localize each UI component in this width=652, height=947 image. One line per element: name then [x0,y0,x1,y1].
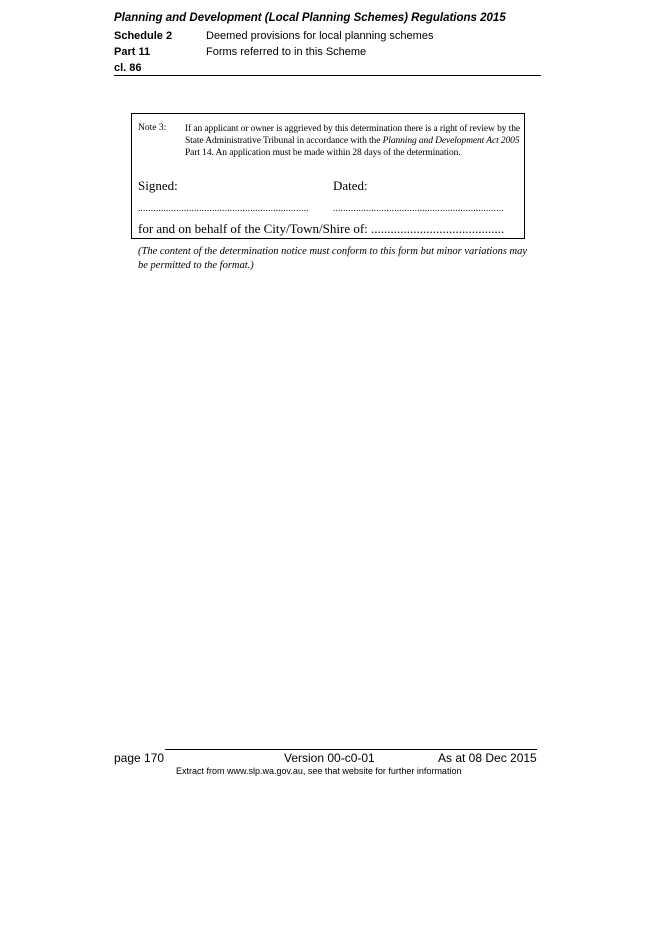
version-text: Version 00-c0-01 [284,751,375,765]
form-caption: (The content of the determination notice must conform to this form but minor variations may be permitted to the format.) [138,246,528,271]
note-text-part-2: Part 14. An application must be made within 28 days of the determination. [185,148,461,158]
note-label: Note 3: [138,123,167,133]
signature-line: ................................................................... [138,203,309,213]
page-number: page 170 [114,751,165,765]
extract-notice: Extract from www.slp.wa.gov.au, see that website for further information [176,766,462,776]
part-row [114,46,366,58]
clause-row [114,62,206,74]
schedule-label: Schedule 2 [114,30,173,42]
schedule-text: Deemed provisions for local planning schemes [206,30,434,42]
note-text [185,123,521,159]
header-divider [114,75,541,76]
dated-label: Dated: [333,178,368,193]
note-text-part-1: If an applicant or owner is aggrieved by this determination there is a right of review by the State Administrative Tribunal in accordance with the [185,124,520,146]
part-label: Part 11 [114,46,151,58]
regulation-title: Planning and Development (Local Planning Schemes) Regulations 2015 [114,12,506,24]
schedule-row [114,30,433,42]
determination-form-box [131,113,525,239]
footer-divider [165,749,537,750]
on-behalf-of-line: for and on behalf of the City/Town/Shire of: ......................................... [138,221,505,236]
part-text: Forms referred to in this Scheme [206,46,367,58]
act-name: Planning and Development Act 2005 [382,136,520,146]
clause-label: cl. 86 [114,62,142,74]
signed-label: Signed: [138,178,178,193]
as-at-date: As at 08 Dec 2015 [438,751,537,765]
date-line: ................................................................... [333,203,504,213]
